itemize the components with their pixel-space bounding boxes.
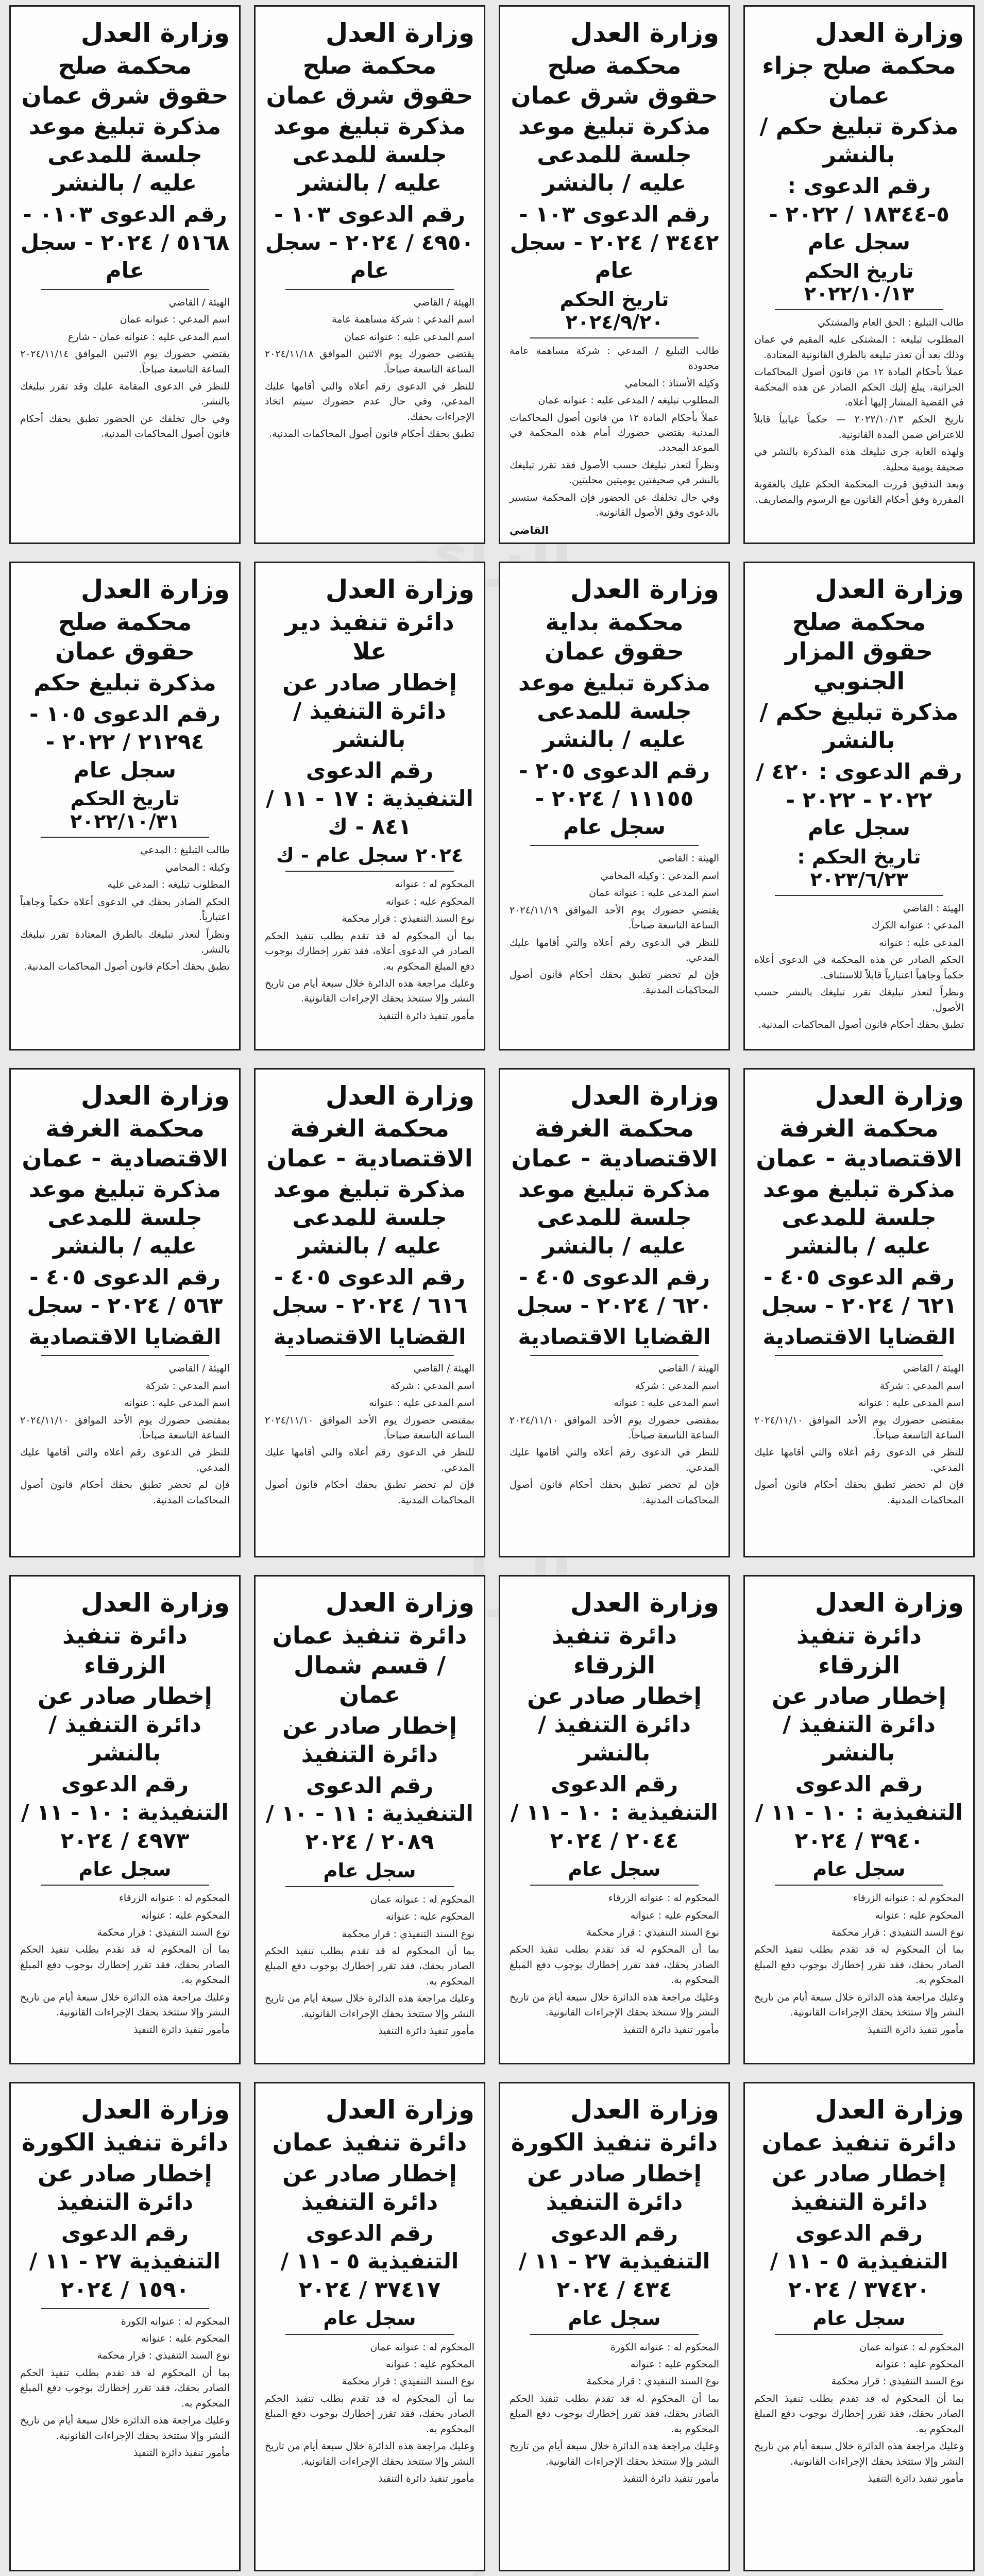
notice-paragraph: بما أن المحكوم له قد تقدم بطلب تنفيذ الحكم الصادر بحقك، فقد تقرر إخطارك بوجوب دفع المبلغ المحكوم به. (20, 2367, 230, 2409)
notice-paragraph: فإن لم تحضر تطبق بحقك أحكام قانون أصول المحاكمات المدنية. (510, 969, 719, 996)
legal-notice (254, 1068, 485, 1557)
divider (285, 2334, 454, 2335)
notice-paragraph: نوع السند التنفيذي : قرار محكمة (97, 2350, 230, 2362)
notice-paragraph: المحكوم عليه : عنوانه (875, 1909, 964, 1921)
notice-paragraph: نوع السند التنفيذي : قرار محكمة (342, 913, 474, 925)
legal-notice (9, 1068, 241, 1557)
notice-paragraph: المحكوم عليه : عنوانه (875, 2358, 964, 2370)
ministry-heading: وزارة العدل (325, 18, 474, 48)
ministry-heading: وزارة العدل (570, 1588, 719, 1618)
legal-notice (743, 5, 975, 544)
notice-paragraph: المحكوم عليه : عنوانه (630, 2358, 719, 2370)
notice-paragraph: مأمور تنفيذ دائرة التنفيذ (378, 2025, 474, 2037)
ministry-heading: وزارة العدل (815, 2095, 964, 2125)
court-name: دائرة تنفيذ عمان / قسم شمال عمان (272, 1621, 467, 1709)
notice-paragraph: نوع السند التنفيذي : قرار محكمة (831, 1927, 964, 1938)
court-name: محكمة صلح حقوق شرق عمان (511, 52, 718, 109)
notice-paragraph: فإن لم تحضر تطبق بحقك أحكام قانون أصول المحاكمات المدنية. (20, 1479, 230, 1506)
notice-paragraph: وعليك مراجعة هذه الدائرة خلال سبعة أيام من تاريخ النشر وإلا ستتخذ بحقك الإجراءات القانونية. (510, 1991, 719, 2019)
notice-paragraph: اسم المدعى عليه : عنوانه (858, 1397, 964, 1409)
court-name: دائرة تنفيذ الزرقاء (552, 1621, 677, 1679)
legal-notice (254, 1575, 485, 2064)
notice-paragraph: نوع السند التنفيذي : قرار محكمة (342, 1928, 474, 1940)
notice-paragraph: اسم المدعي : عنوانه عمان (120, 314, 230, 326)
notice-date: سجل عام (812, 1858, 906, 1881)
notice-paragraph: طالب التبليغ : الحق العام والمشتكي (818, 316, 964, 328)
notice-paragraph: مأمور تنفيذ دائرة التنفيذ (133, 2447, 230, 2459)
notice-paragraph: المحكوم له : عنوانه عمان (370, 2341, 474, 2353)
notice-paragraph: وفي حال تخلفك عن الحضور تطبق بحقك أحكام قانون أصول المحاكمات المدنية. (20, 413, 230, 440)
notice-paragraph: المطلوب تبليغه / المدعى عليه : عنوانه عمان (538, 395, 719, 406)
notice-date: سجل عام (568, 2307, 661, 2330)
notice-paragraph: وعليك مراجعة هذه الدائرة خلال سبعة أيام من تاريخ النشر وإلا ستتخذ بحقك الإجراءات القانونية. (265, 978, 474, 1005)
court-name: محكمة الغرفة الاقتصادية - عمان (266, 1114, 473, 1172)
legal-notice (9, 1575, 241, 2064)
case-number: رقم الدعوى ١٠٣ - ٤٩٥٠ / ٢٠٢٤ - سجل عام (265, 201, 474, 283)
notice-paragraph: اسم المدعي : شركة (145, 1380, 230, 1392)
case-category: القضايا الاقتصادية (28, 1324, 222, 1349)
notice-date: سجل عام (78, 1858, 172, 1881)
notice-paragraph: الهيئة / القاضي (658, 1363, 719, 1375)
divider (285, 289, 454, 290)
divider (285, 871, 454, 872)
notice-paragraph: المطلوب تبليغه : المدعى عليه (107, 879, 230, 891)
ministry-heading: وزارة العدل (815, 1588, 964, 1618)
notice-paragraph: ونظراً لتعذر تبليغك حسب الأصول فقد تقرر تبليغك بالنشر في صحيفتين يوميتين محليتين. (510, 459, 719, 486)
case-number: رقم الدعوى ٤٠٥ - ٦٢٠ / ٢٠٢٤ - سجل (516, 1264, 712, 1318)
ministry-heading: وزارة العدل (570, 18, 719, 48)
notice-type: مذكرة تبليغ موعد جلسة للمدعى عليه / بالنشر (518, 1176, 710, 1260)
ministry-heading: وزارة العدل (325, 2095, 474, 2125)
notice-signature: القاضي (510, 523, 549, 536)
notice-paragraph: وعليك مراجعة هذه الدائرة خلال سبعة أيام من تاريخ النشر وإلا ستتخذ بحقك الإجراءات القانونية. (510, 2441, 719, 2467)
notice-paragraph: للنظر في الدعوى رقم أعلاه والتي أقامها عليك المدعي، وفي حال عدم حضورك سيتم اتخاذ الإجراءات بحقك. (265, 380, 474, 422)
notice-paragraph: المحكوم له : عنوانه الزرقاء (118, 1892, 230, 1904)
court-name: دائرة تنفيذ الكورة (21, 2128, 229, 2157)
notice-paragraph: بمقتضى حضورك يوم الأحد الموافق ٢٠٢٤/١١/١٠ الساعة التاسعة صباحاً. (20, 1414, 230, 1441)
case-number: رقم الدعوى ٠١٠٣ - ٥١٦٨ / ٢٠٢٤ - سجل عام (20, 201, 230, 283)
legal-notice (254, 2082, 485, 2571)
ministry-heading: وزارة العدل (80, 2095, 230, 2125)
notice-paragraph: اسم المدعى عليه : عنوانه عمان (344, 331, 474, 343)
case-number: رقم الدعوى ١٠٥ - ٢١٢٩٤ / ٢٠٢٢ - سجل عام (29, 701, 220, 783)
ministry-heading: وزارة العدل (815, 18, 964, 48)
notice-paragraph: يقتضي حضورك يوم الاثنين الموافق ٢٠٢٤/١١/١٤ الساعة التاسعة صباحاً. (20, 348, 230, 375)
notice-paragraph: مأمور تنفيذ دائرة التنفيذ (378, 2473, 474, 2485)
court-name: دائرة تنفيذ عمان (272, 2128, 467, 2157)
notice-paragraph: بما أن المحكوم له قد تقدم بطلب تنفيذ الحكم الصادر بحقك، فقد تقرر إخطارك بوجوب دفع المبلغ المحكوم به. (265, 2393, 474, 2435)
case-number: رقم الدعوى التنفيذية : ١٠ - ١١ / ٣٩٤٠ / ٢٠٢٤ (755, 1771, 963, 1853)
notice-body (20, 2314, 230, 2461)
legal-notice (9, 5, 241, 544)
legal-notice (743, 562, 975, 1051)
notice-body (20, 295, 230, 442)
notice-paragraph: بما أن المحكوم له قد تقدم بطلب تنفيذ الحكم الصادر بحقك، فقد تقرر إخطارك بوجوب دفع المبلغ المحكوم به. (754, 1944, 964, 1986)
case-category: القضايا الاقتصادية (273, 1324, 466, 1349)
notice-type: مذكرة تبليغ حكم (33, 669, 216, 696)
notice-paragraph: المحكوم له : عنوانه (395, 878, 474, 890)
notices-grid (9, 5, 975, 2576)
notice-paragraph: الهيئة / القاضي (413, 1363, 474, 1375)
notice-body (754, 315, 964, 507)
ministry-heading: وزارة العدل (80, 1081, 230, 1111)
legal-notice (743, 1068, 975, 1557)
notice-paragraph: المحكوم عليه : عنوانه (385, 1911, 474, 1923)
notice-paragraph: فإن لم تحضر تطبق بحقك أحكام قانون أصول المحاكمات المدنية. (265, 1479, 474, 1506)
divider (775, 2334, 943, 2335)
case-number: رقم الدعوى التنفيذية : ١٠ - ١١ / ٢٠٤٤ / ٢٠٢٤ (511, 1771, 718, 1853)
legal-notice (499, 1575, 730, 2064)
notice-body (265, 1361, 474, 1508)
court-name: دائرة تنفيذ عمان (761, 2128, 957, 2157)
notice-date: تاريخ الحكم : ٢٠٢٣/٦/٢٣ (797, 845, 921, 891)
notice-paragraph: للنظر في الدعوى رقم أعلاه والتي أقامها عليك المدعي. (265, 1447, 474, 1473)
notice-body (510, 2340, 719, 2487)
notice-type: مذكرة تبليغ موعد جلسة للمدعى عليه / بالنشر (274, 1176, 466, 1260)
notice-body (265, 877, 474, 1024)
notice-paragraph: طالب التبليغ : المدعي (140, 844, 230, 856)
notice-body (20, 1361, 230, 1508)
notice-date: ٢٠٢٤ سجل عام - ك (276, 844, 464, 867)
notice-type: مذكرة تبليغ موعد جلسة للمدعى عليه / بالنشر (29, 1176, 221, 1260)
notice-paragraph: يقتضي حضورك يوم الأحد الموافق ٢٠٢٤/١١/١٩ الساعة التاسعة صباحاً. (510, 904, 719, 931)
notice-body (20, 1891, 230, 2038)
case-number: رقم الدعوى التنفيذية ٢٧ - ١١ / ٤٣٤ / ٢٠٢٤ (518, 2220, 710, 2302)
notice-paragraph: مأمور تنفيذ دائرة التنفيذ (133, 2024, 230, 2036)
notice-body (510, 1361, 719, 1508)
notice-date: سجل عام (323, 1859, 416, 1882)
notice-paragraph: الهيئة / القاضي (413, 296, 474, 308)
notice-paragraph: الهيئة / القاضي (168, 1363, 230, 1375)
notice-type: مذكرة تبليغ موعد جلسة للمدعى عليه / بالنشر (274, 113, 466, 196)
notice-paragraph: المحكوم له : عنوانه عمان (859, 2341, 964, 2353)
court-name: محكمة صلح حقوق شرق عمان (21, 52, 229, 109)
notice-paragraph: مأمور تنفيذ دائرة التنفيذ (868, 2473, 964, 2485)
notice-paragraph: نوع السند التنفيذي : قرار محكمة (97, 1927, 230, 1938)
notice-paragraph: المحكوم عليه : عنوانه (385, 2358, 474, 2370)
notice-date: تاريخ الحكم ٢٠٢٢/١٠/١٣ (804, 259, 914, 305)
notice-paragraph: اسم المدعي : وكيله المحامي (600, 870, 719, 882)
notice-paragraph: تاريخ الحكم ٢٠٢٢/١٠/١٣ — حكماً غيابياً قابلاً للاعتراض ضمن المدة القانونية. (754, 414, 964, 440)
notice-type: إخطار صادر عن دائرة التنفيذ / بالنشر (38, 1683, 212, 1767)
notice-body (510, 851, 719, 998)
divider (775, 1885, 943, 1886)
notice-date: تاريخ الحكم ٢٠٢٤/٩/٢٠ (559, 287, 669, 333)
notice-paragraph: وعليك مراجعة هذه الدائرة خلال سبعة أيام من تاريخ النشر وإلا ستتخذ بحقك الإجراءات القانونية. (20, 1991, 230, 2019)
notice-paragraph: المحكوم عليه : عنوانه (630, 1909, 719, 1921)
divider (41, 837, 209, 838)
legal-notice (9, 2082, 241, 2571)
ministry-heading: وزارة العدل (570, 1081, 719, 1111)
notice-paragraph: وكيله الأستاذ : المحامي (624, 377, 719, 389)
legal-notice (499, 1068, 730, 1557)
notice-body (754, 2340, 964, 2487)
divider (530, 2334, 699, 2335)
divider (775, 309, 943, 310)
notice-paragraph: الهيئة : القاضي (658, 853, 719, 865)
ministry-heading: وزارة العدل (80, 574, 230, 604)
ministry-heading: وزارة العدل (325, 574, 474, 604)
notice-paragraph: ونظراً لتعذر تبليغك تقرر تبليغك بالنشر حسب الأصول. (754, 987, 964, 1013)
notice-paragraph: نوع السند التنفيذي : قرار محكمة (586, 1927, 719, 1938)
notice-paragraph: بمقتضى حضورك يوم الأحد الموافق ٢٠٢٤/١١/١٠ الساعة التاسعة صباحاً. (265, 1414, 474, 1441)
notice-body (754, 1361, 964, 1508)
legal-notice (743, 2082, 975, 2571)
case-category: القضايا الاقتصادية (762, 1324, 956, 1349)
case-number: رقم الدعوى ١٠٣ - ٣٤٤٢ / ٢٠٢٤ - سجل عام (510, 201, 719, 283)
case-number: رقم الدعوى التنفيذية : ١٠ - ١١ / ٤٩٧٣ / ٢٠٢٤ (21, 1771, 229, 1853)
legal-notice (743, 1575, 975, 2064)
notice-paragraph: بما أن المحكوم له قد تقدم بطلب تنفيذ الحكم الصادر في الدعوى أعلاه، فقد تقرر إخطارك بوجوب دفع المبلغ المحكوم به. (265, 930, 474, 972)
notice-paragraph: بمقتضى حضورك يوم الأحد الموافق ٢٠٢٤/١١/١٠ الساعة التاسعة صباحاً. (754, 1414, 964, 1441)
case-number: رقم الدعوى التنفيذية : ١١ - ١٠ / ٢٠٨٩ / ٢٠٢٤ (266, 1772, 473, 1855)
notice-paragraph: اسم المدعى عليه : عنوانه عمان (589, 887, 719, 899)
case-number: رقم الدعوى التنفيذية ٢٧ - ١١ / ١٥٩٠ / ٢٠٢٤ (29, 2220, 221, 2302)
notice-paragraph: فإن لم تحضر تطبق بحقك أحكام قانون أصول المحاكمات المدنية. (754, 1479, 964, 1506)
divider (775, 895, 943, 896)
court-name: محكمة صلح حقوق عمان (55, 607, 195, 666)
court-name: محكمة صلح حقوق المزار الجنوبي (785, 607, 933, 695)
divider (285, 1886, 454, 1887)
divider (530, 845, 699, 846)
notice-type: إخطار صادر عن دائرة التنفيذ / بالنشر (772, 1683, 946, 1767)
legal-notice (254, 5, 485, 544)
notice-type: مذكرة تبليغ حكم / بالنشر (759, 699, 959, 754)
notice-paragraph: وكيله : المحامي (165, 861, 230, 873)
notice-date: تاريخ الحكم ٢٠٢٢/١٠/٣١ (70, 787, 180, 833)
divider (41, 1355, 209, 1356)
notice-paragraph: وعليك مراجعة هذه الدائرة خلال سبعة أيام من تاريخ النشر وإلا ستتخذ بحقك الإجراءات القانونية. (265, 2441, 474, 2467)
case-category: القضايا الاقتصادية (518, 1324, 711, 1349)
court-name: محكمة الغرفة الاقتصادية - عمان (756, 1114, 962, 1172)
divider (530, 1885, 699, 1886)
notice-paragraph: وعليك مراجعة هذه الدائرة خلال سبعة أيام من تاريخ النشر وإلا ستتخذ بحقك الإجراءات القانونية. (754, 2441, 964, 2467)
case-number: رقم الدعوى ٤٠٥ - ٦٢١ / ٢٠٢٤ - سجل (761, 1264, 957, 1318)
ministry-heading: وزارة العدل (325, 1588, 474, 1618)
notice-body (265, 1892, 474, 2039)
divider (530, 1355, 699, 1356)
court-name: محكمة الغرفة الاقتصادية - عمان (22, 1114, 228, 1172)
notice-paragraph: تطبق بحقك أحكام قانون أصول المحاكمات المدنية. (269, 428, 474, 440)
notice-type: إخطار صادر عن دائرة التنفيذ (282, 2160, 457, 2215)
notice-paragraph: للنظر في الدعوى رقم أعلاه والتي أقامها عليك المدعي. (510, 1447, 719, 1473)
notice-paragraph: الحكم الصادر عن هذه المحكمة في الدعوى أعلاه حكماً وجاهياً اعتبارياً قابلاً للاستئناف. (754, 954, 964, 981)
notice-paragraph: بمقتضى حضورك يوم الأحد الموافق ٢٠٢٤/١١/١٠ الساعة التاسعة صباحاً. (510, 1414, 719, 1441)
notice-paragraph: المحكوم له : عنوانه عمان (370, 1893, 474, 1905)
notice-type: إخطار صادر عن دائرة التنفيذ / بالنشر (527, 1683, 702, 1767)
notice-paragraph: مأمور تنفيذ دائرة التنفيذ (378, 1010, 474, 1022)
notice-paragraph: وعليك مراجعة هذه الدائرة خلال سبعة أيام من تاريخ النشر وإلا ستتخذ بحقك الإجراءات القانونية. (20, 2415, 230, 2442)
case-number: رقم الدعوى : ٤٢٠ / ٢٠٢٢ - ٢٠٢٢ - سجل عام (756, 759, 962, 841)
divider (41, 289, 209, 290)
notice-paragraph: المحكوم عليه : عنوانه (385, 895, 474, 907)
notice-paragraph: اسم المدعى عليه : عنوانه (369, 1397, 474, 1409)
ministry-heading: وزارة العدل (325, 1081, 474, 1111)
notice-paragraph: فإن لم تحضر تطبق بحقك أحكام قانون أصول المحاكمات المدنية. (510, 1479, 719, 1506)
legal-notice (499, 5, 730, 544)
notice-paragraph: ولهذه الغاية جرى تبليغك هذه المذكرة بالنشر في صحيفة يومية محلية. (754, 446, 964, 473)
notice-paragraph: الهيئة / القاضي (903, 1363, 964, 1375)
notice-paragraph: اسم المدعي : شركة (879, 1380, 964, 1392)
legal-notice (499, 562, 730, 1051)
divider (775, 1355, 943, 1356)
divider (530, 337, 699, 338)
notice-paragraph: المدعى عليه : عنوانه (879, 937, 964, 948)
court-name: محكمة صلح حقوق شرق عمان (266, 52, 473, 109)
legal-notice (499, 2082, 730, 2571)
notice-date: سجل عام (812, 2307, 906, 2330)
notice-paragraph: يقتضي حضورك يوم الاثنين الموافق ٢٠٢٤/١١/١٨ الساعة التاسعة صباحاً. (265, 348, 474, 375)
ministry-heading: وزارة العدل (815, 574, 964, 604)
notice-paragraph: المدعي : عنوانه الكرك (871, 920, 964, 931)
court-name: محكمة بداية حقوق عمان (544, 607, 685, 666)
notice-date: سجل عام (568, 1858, 661, 1881)
notice-paragraph: للنظر في الدعوى رقم أعلاه والتي أقامها عليك المدعي. (754, 1447, 964, 1473)
court-name: محكمة صلح جزاء عمان (762, 52, 956, 109)
ministry-heading: وزارة العدل (570, 2095, 719, 2125)
notice-paragraph: عملاً بأحكام المادة ١٢ من قانون أصول المحاكمات المدنية يقتضي حضورك أمام هذه المحكمة في الموعد المحدد. (510, 412, 720, 454)
notice-paragraph: نوع السند التنفيذي : قرار محكمة (342, 2376, 474, 2387)
notice-paragraph: طالب التبليغ / المدعي : شركة مساهمة عامة محدودة (510, 345, 719, 372)
notice-body (265, 2340, 474, 2487)
notice-paragraph: اسم المدعى عليه : عنوانه عمان - شارع (67, 331, 230, 343)
notice-body (265, 295, 474, 442)
notice-paragraph: اسم المدعي : شركة (390, 1380, 474, 1392)
notice-paragraph: اسم المدعي : شركة مساهمة عامة (332, 314, 474, 326)
case-number: رقم الدعوى ٤٠٥ - ٦١٦ / ٢٠٢٤ - سجل (272, 1264, 468, 1318)
notice-paragraph: وبعد التدقيق قررت المحكمة الحكم عليك بالعقوبة المقررة وفق أحكام القانون مع الرسوم والمصاريف. (754, 479, 964, 505)
court-name: دائرة تنفيذ الكورة (511, 2128, 718, 2157)
notice-type: إخطار صادر عن دائرة التنفيذ (772, 2160, 946, 2215)
notice-type: إخطار صادر عن دائرة التنفيذ (527, 2160, 702, 2215)
notice-body (510, 1891, 719, 2038)
notice-paragraph: للنظر في الدعوى المقامة عليك وقد تقرر تبليغك بالنشر. (20, 380, 230, 408)
notice-type: مذكرة تبليغ حكم / بالنشر (759, 113, 959, 168)
notice-type: مذكرة تبليغ موعد جلسة للمدعى عليه / بالنشر (763, 1176, 955, 1260)
notice-paragraph: المطلوب تبليغه : المشتكى عليه المقيم في عمان وذلك بعد أن تعذر تبليغه بالطرق القانونية المعتادة. (754, 334, 964, 361)
notice-paragraph: الهيئة / القاضي (168, 296, 230, 308)
ministry-heading: وزارة العدل (815, 1081, 964, 1111)
notice-type: إخطار صادر عن دائرة التنفيذ (282, 1713, 457, 1768)
notice-paragraph: تطبق بحقك أحكام قانون أصول المحاكمات المدنية. (24, 961, 230, 973)
notice-paragraph: المحكوم له : عنوانه الزرقاء (608, 1892, 719, 1904)
ministry-heading: وزارة العدل (570, 574, 719, 604)
notice-type: إخطار صادر عن دائرة التنفيذ (38, 2160, 212, 2215)
court-name: دائرة تنفيذ الزرقاء (62, 1621, 188, 1679)
notice-paragraph: مأمور تنفيذ دائرة التنفيذ (623, 2024, 719, 2036)
notice-paragraph: اسم المدعي : شركة (635, 1380, 719, 1392)
notice-paragraph: مأمور تنفيذ دائرة التنفيذ (623, 2473, 719, 2485)
notice-type: إخطار صادر عن دائرة التنفيذ / بالنشر (282, 669, 457, 753)
notice-paragraph: مأمور تنفيذ دائرة التنفيذ (868, 2024, 964, 2036)
notice-type: مذكرة تبليغ موعد جلسة للمدعى عليه / بالنشر (518, 113, 710, 196)
notice-paragraph: للنظر في الدعوى رقم أعلاه والتي أقامها عليك المدعي. (510, 937, 719, 963)
notice-paragraph: المحكوم له : عنوانه الكورة (610, 2341, 719, 2353)
legal-notice (9, 562, 241, 1051)
court-name: دائرة تنفيذ الزرقاء (796, 1621, 922, 1679)
notice-paragraph: تطبق بحقك أحكام قانون أصول المحاكمات المدنية. (758, 1019, 964, 1030)
legal-notice (254, 562, 485, 1051)
notice-body (754, 1891, 964, 2038)
ministry-heading: وزارة العدل (80, 18, 230, 48)
notice-paragraph: اسم المدعى عليه : عنوانه (124, 1397, 230, 1409)
notice-paragraph: بما أن المحكوم له قد تقدم بطلب تنفيذ الحكم الصادر بحقك، فقد تقرر إخطارك بوجوب دفع المبلغ المحكوم به. (510, 2393, 719, 2435)
notice-paragraph: اسم المدعى عليه : عنوانه (614, 1397, 719, 1409)
case-number: رقم الدعوى التنفيذية ٥ - ١١ / ٣٧٤٢٠ / ٢٠٢٤ (770, 2220, 948, 2302)
notice-type: مذكرة تبليغ موعد جلسة للمدعى عليه / بالنشر (518, 669, 710, 753)
court-name: محكمة الغرفة الاقتصادية - عمان (511, 1114, 718, 1172)
case-number: رقم الدعوى : ٥-١٨٣٤٤ / ٢٠٢٢ - سجل عام (769, 173, 949, 255)
divider (41, 1885, 209, 1886)
notice-paragraph: عملاً بأحكام المادة ١٢ من قانون أصول المحاكمات الجزائية، يبلغ إليك الحكم الصادر عن هذه المحكمة في القضية المشار إليها أعلاه. (754, 366, 964, 408)
notice-type: مذكرة تبليغ موعد جلسة للمدعى عليه / بالنشر (29, 113, 221, 196)
notice-paragraph: المحكوم عليه : عنوانه (141, 1909, 230, 1921)
notice-paragraph: المحكوم عليه : عنوانه (141, 2332, 230, 2344)
notice-paragraph: بما أن المحكوم له قد تقدم بطلب تنفيذ الحكم الصادر بحقك، فقد تقرر إخطارك بوجوب دفع المبلغ المحكوم به. (20, 1944, 230, 1986)
notice-paragraph: للنظر في الدعوى رقم أعلاه والتي أقامها عليك المدعي. (20, 1447, 230, 1473)
notice-paragraph: نوع السند التنفيذي : قرار محكمة (831, 2376, 964, 2387)
notice-date: سجل عام (323, 2307, 416, 2330)
notice-paragraph: الهيئة : القاضي (903, 902, 964, 914)
case-number: رقم الدعوى ٤٠٥ - ٥٦٣ / ٢٠٢٤ - سجل (27, 1264, 223, 1318)
notice-paragraph: وعليك مراجعة هذه الدائرة خلال سبعة أيام من تاريخ النشر وإلا ستتخذ بحقك الإجراءات القانونية. (754, 1991, 964, 2019)
case-number: رقم الدعوى التنفيذية : ١٧ - ١١ / ٨٤١ - ك (266, 757, 473, 839)
notice-paragraph: المحكوم له : عنوانه الزرقاء (853, 1892, 964, 1904)
notice-body (20, 843, 230, 975)
notice-paragraph: نوع السند التنفيذي : قرار محكمة (586, 2376, 719, 2387)
notice-paragraph: الحكم الصادر بحقك في الدعوى أعلاه حكماً وجاهياً اعتبارياً. (20, 896, 230, 923)
notice-paragraph: بما أن المحكوم له قد تقدم بطلب تنفيذ الحكم الصادر بحقك، فقد تقرر إخطارك بوجوب دفع المبلغ المحكوم به. (754, 2393, 964, 2435)
notice-paragraph: بما أن المحكوم له قد تقدم بطلب تنفيذ الحكم الصادر بحقك، فقد تقرر إخطارك بوجوب دفع المبلغ المحكوم به. (265, 1945, 474, 1987)
divider (41, 2308, 209, 2309)
notice-body (510, 344, 719, 521)
notice-paragraph: بما أن المحكوم له قد تقدم بطلب تنفيذ الحكم الصادر بحقك، فقد تقرر إخطارك بوجوب دفع المبلغ المحكوم به. (510, 1944, 719, 1986)
notice-paragraph: ونظراً لتعذر تبليغك بالطرق المعتادة تقرر تبليغك بالنشر. (20, 928, 230, 955)
case-number: رقم الدعوى التنفيذية ٥ - ١١ / ٣٧٤١٧ / ٢٠٢٤ (280, 2220, 459, 2302)
notice-paragraph: المحكوم له : عنوانه الكورة (121, 2315, 230, 2327)
notice-paragraph: وعليك مراجعة هذه الدائرة خلال سبعة أيام من تاريخ النشر وإلا ستتخذ بحقك الإجراءات القانونية. (265, 1993, 474, 2020)
notice-paragraph: وفي حال تخلفك عن الحضور فإن المحكمة ستسير بالدعوى وفق الأصول القانونية. (510, 492, 719, 519)
ministry-heading: وزارة العدل (80, 1588, 230, 1618)
case-number: رقم الدعوى ٢٠٥ - ١١١٥٥ / ٢٠٢٤ - سجل عام (519, 757, 710, 839)
divider (285, 1355, 454, 1356)
notice-body (754, 901, 964, 1033)
court-name: دائرة تنفيذ دير علا (285, 607, 454, 666)
